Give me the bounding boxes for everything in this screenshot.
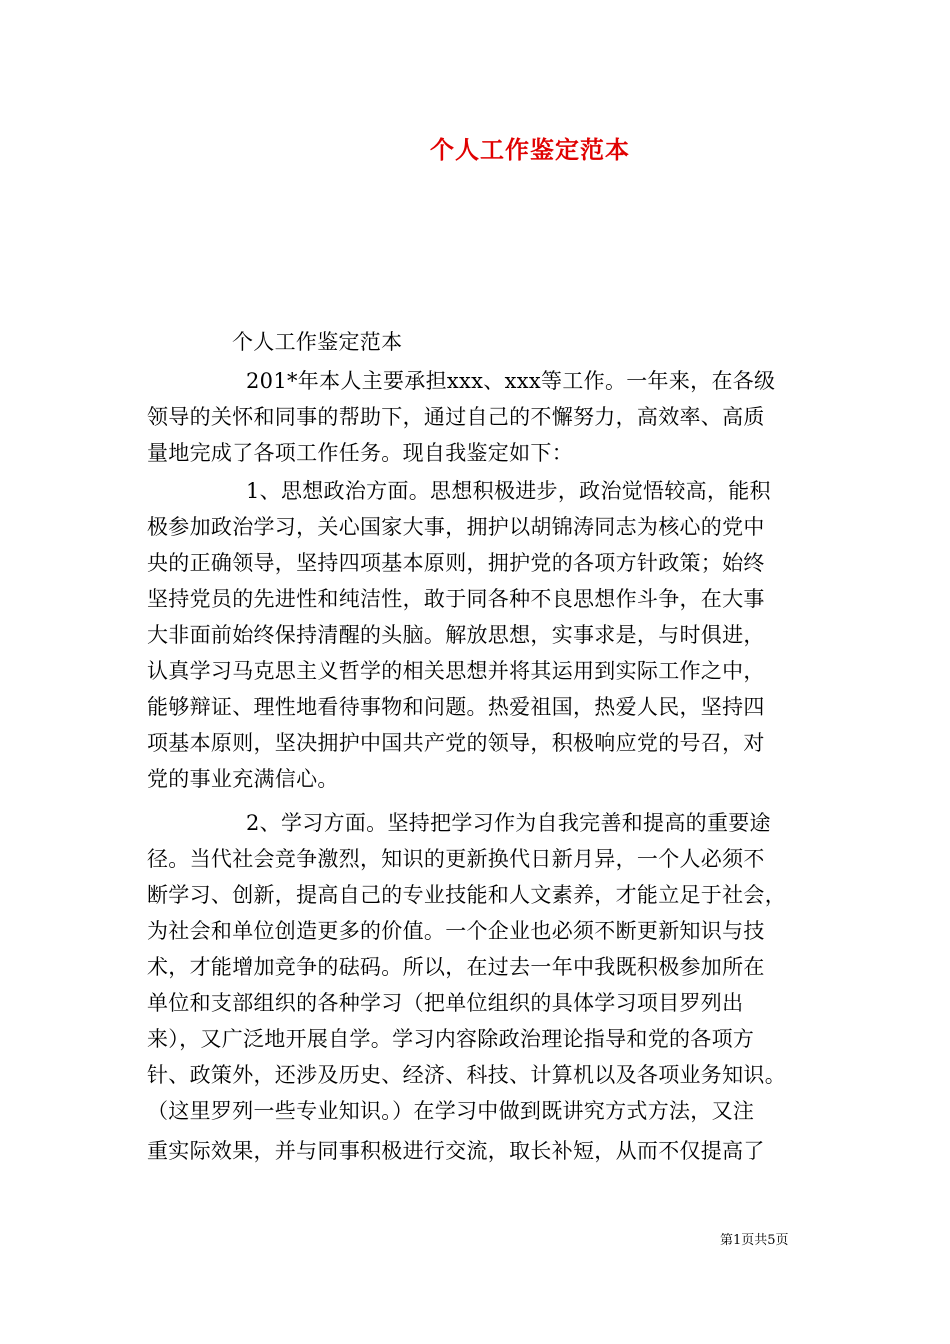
paragraph-line: 极参加政治学习，关心国家大事，拥护以胡锦涛同志为核心的党中 <box>147 515 765 539</box>
paragraph-line: 为社会和单位创造更多的价值。一个企业也必须不断更新知识与技 <box>147 919 765 943</box>
paragraph-line: 201*年本人主要承担xxx、xxx等工作。一年来，在各级 <box>246 369 776 393</box>
paragraph-line: 1、思想政治方面。思想积极进步，政治觉悟较高，能积 <box>246 479 771 503</box>
paragraph-line: 量地完成了各项工作任务。现自我鉴定如下： <box>147 441 573 465</box>
paragraph-line: 央的正确领导，坚持四项基本原则，拥护党的各项方针政策；始终 <box>147 551 765 575</box>
paragraph-line: 领导的关怀和同事的帮助下，通过自己的不懈努力，高效率、高质 <box>147 405 765 429</box>
paragraph-line: 坚持党员的先进性和纯洁性，敢于同各种不良思想作斗争，在大事 <box>147 587 765 611</box>
paragraph-line: 断学习、创新，提高自己的专业技能和人文素养，才能立足于社会， <box>147 883 786 907</box>
paragraph-line: 党的事业充满信心。 <box>147 767 339 791</box>
paragraph-line: 单位和支部组织的各种学习（把单位组织的具体学习项目罗列出 <box>147 991 744 1015</box>
paragraph-line: 2、学习方面。坚持把学习作为自我完善和提高的重要途 <box>246 811 771 835</box>
paragraph-line: 来），又广泛地开展自学。学习内容除政治理论指导和党的各项方 <box>147 1027 755 1051</box>
paragraph-line: 能够辩证、理性地看待事物和问题。热爱祖国，热爱人民，坚持四 <box>147 695 765 719</box>
body-heading: 个人工作鉴定范本 <box>232 330 403 354</box>
paragraph-line: 项基本原则，坚决拥护中国共产党的领导，积极响应党的号召，对 <box>147 731 765 755</box>
document-title: 个人工作鉴定范本 <box>430 135 630 164</box>
paragraph-line: 大非面前始终保持清醒的头脑。解放思想，实事求是，与时俱进， <box>147 623 765 647</box>
paragraph-line: 重实际效果，并与同事积极进行交流，取长补短，从而不仅提高了 <box>147 1139 765 1163</box>
page-number-footer: 第1页共5页 <box>720 1233 789 1248</box>
paragraph-line: 术，才能增加竞争的砝码。所以，在过去一年中我既积极参加所在 <box>147 955 765 979</box>
paragraph-line: （这里罗列一些专业知识。）在学习中做到既讲究方式方法，又注 <box>147 1099 755 1123</box>
paragraph-line: 径。当代社会竞争激烈，知识的更新换代日新月异，一个人必须不 <box>147 847 765 871</box>
paragraph-line: 认真学习马克思主义哲学的相关思想并将其运用到实际工作之中， <box>147 659 765 683</box>
paragraph-line: 针、政策外，还涉及历史、经济、科技、计算机以及各项业务知识。 <box>147 1063 786 1087</box>
